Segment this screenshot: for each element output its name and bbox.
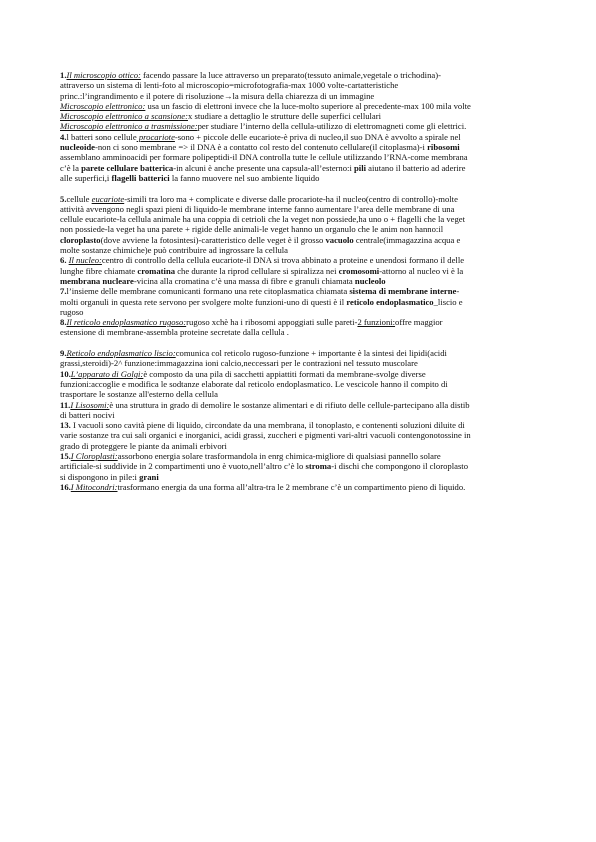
text-line <box>60 461 536 471</box>
bold-term: 8. <box>60 317 67 328</box>
text-run: comunica col reticolo rugoso-funzione + importante è la sintesi dei lipidi(acidi <box>175 348 447 359</box>
text-run: è composto da una pila di sacchetti appiattiti formati da membrane-svolge diverse <box>143 368 426 379</box>
text-run: l’insieme delle membrane comunicanti formano una rete citoplasmatica chiamata <box>66 286 350 297</box>
bold-term: 10. <box>60 368 71 379</box>
text-run: è una struttura in grado di demolire le sostanze alimentari e di rifiuto delle cellule-partecipano alla distib <box>109 399 470 410</box>
text-line <box>60 451 536 461</box>
bold-term: nucleolo <box>354 275 386 286</box>
text-run: che durante la riprod cellulare si spiralizza nei <box>175 265 339 276</box>
text-run: _liscio e <box>433 296 463 307</box>
text-run: - <box>456 286 460 297</box>
text-line <box>60 472 536 482</box>
text-line <box>60 400 536 410</box>
notes-body <box>60 70 536 492</box>
text-run: I vacuoli sono cavità piene di liquido, circondate da una membrana, il tonoplasto, e contenenti soluzioni diluite di <box>70 420 465 431</box>
bold-term: 1. <box>60 70 67 80</box>
section-heading: Microscopio elettronico: <box>60 100 146 111</box>
bold-term: 15. <box>60 450 71 461</box>
bold-term: cromosomi <box>338 265 380 276</box>
text-run: facendo passare la luce attraverso un preparato(tessuto animale,vegetale o trichodina)- <box>140 70 441 80</box>
text-run: l batteri sono cellule <box>66 131 137 142</box>
text-run: -attorno al nucleo vi è la <box>379 265 464 276</box>
text-run: centrale(immagazzina acqua e <box>353 234 461 245</box>
bold-term: reticolo endoplasmatico <box>346 296 434 307</box>
section-heading: Microscopio elettronico a trasmissione: <box>60 121 198 132</box>
section-heading: 2 funzioni: <box>357 317 396 328</box>
bold-term: 9. <box>60 348 67 359</box>
text-line <box>60 214 536 224</box>
paragraph-gap <box>60 183 536 193</box>
bold-term: 11. <box>60 399 71 410</box>
section-heading: I Lisosomi: <box>70 399 110 410</box>
section-heading: Il nucleo: <box>68 255 102 266</box>
text-line <box>60 297 536 307</box>
text-run: c’è la <box>60 162 82 173</box>
text-run: alle superfici,i <box>60 172 112 183</box>
bold-term: 4. <box>60 131 67 142</box>
bold-term: 7. <box>60 286 67 297</box>
text-line <box>60 101 536 111</box>
text-run: centro di controllo della cellula eucariote-il DNA si trova abbinato a proteine e unendosi formano il delle <box>101 255 465 266</box>
text-run: molte sostanze chimiche)e può contribuire ad ingrossare la cellula <box>60 245 288 256</box>
section-heading: Il microscopio ottico: <box>66 70 141 80</box>
text-line <box>60 430 536 440</box>
section-heading: Reticolo endoplasmatico liscio: <box>66 348 176 359</box>
bold-term: ribosomi <box>427 142 460 153</box>
text-line <box>60 420 536 430</box>
text-line <box>60 379 536 389</box>
bold-term: parete cellulare batterica <box>81 162 174 173</box>
bold-term: cloroplasto <box>60 234 101 245</box>
text-line <box>60 276 536 286</box>
bold-term: flagelli batterici <box>111 172 170 183</box>
text-run: princ.:l’ingrandimento e il potere di risoluzione→la misura della chiarezza di un immagine <box>60 90 375 101</box>
text-run: offre maggior <box>395 317 443 328</box>
bold-term: grani <box>139 471 159 482</box>
text-run: funzioni:accoglie e modifica le sodtanze elaborate dal reticolo endoplasmatico. Le vescicole hanno il compito di <box>60 378 448 389</box>
text-line <box>60 286 536 296</box>
text-line <box>60 142 536 152</box>
text-run: -simili tra loro ma + complicate e diverse dalle procariote-ha il nucleo(centro di controllo)-molte <box>124 193 458 204</box>
text-run: rugoso <box>60 306 84 317</box>
text-run: di batteri nocivi <box>60 409 115 420</box>
text-run: si dispongono in pile:i <box>60 471 140 482</box>
text-run: (dove avviene la fotosintesi)-caratteristico delle veget è il grosso <box>100 234 326 245</box>
text-run: estensione di membrane-assembla proteine secretate dalla cellula . <box>60 327 289 338</box>
bold-term: 16. <box>60 481 71 492</box>
text-line <box>60 163 536 173</box>
text-line <box>60 121 536 131</box>
text-run: la fanno muovere nel suo ambiente liquido <box>169 172 320 183</box>
text-line <box>60 255 536 265</box>
text-run: attività avvengono negli spazi pieni di liquido-le membrane interne fanno aumentare l’area delle membrane di una <box>60 203 455 214</box>
text-line <box>60 482 536 492</box>
text-line <box>60 152 536 162</box>
text-line <box>60 80 536 90</box>
text-run: non possiede-la veget ha una parete + rigide delle animali-le veget hanno un organulo che le anim non hanno:il <box>60 224 444 235</box>
section-heading: eucariote <box>91 193 125 204</box>
text-line <box>60 441 536 451</box>
section-heading: I Cloroplasti: <box>70 450 118 461</box>
paragraph-gap <box>60 338 536 348</box>
section-heading: I Mitocondri: <box>70 481 118 492</box>
text-run: -vicina alla cromatina c’è una massa di fibre e granuli chiamata <box>133 275 355 286</box>
text-line <box>60 317 536 327</box>
text-line <box>60 245 536 255</box>
text-line <box>60 235 536 245</box>
text-line <box>60 70 536 80</box>
text-line <box>60 348 536 358</box>
text-line <box>60 327 536 337</box>
text-run: molti organuli in questa rete servono per svolgere molte funzioni-uno di questi è il <box>60 296 347 307</box>
text-run: -i dischi che compongono il cloroplasto <box>331 461 469 472</box>
text-run: rugoso xchè ha i ribosomi appoggiati sulle pareti- <box>186 317 358 328</box>
bold-term: 13. <box>60 420 71 431</box>
section-heading: Il reticolo endoplasmatico rugoso: <box>66 317 187 328</box>
text-run: x studiare a dettaglio le strutture delle superfici cellulari <box>188 111 382 122</box>
bold-term: cromatina <box>137 265 176 276</box>
text-line <box>60 358 536 368</box>
text-line <box>60 307 536 317</box>
section-heading: procariote <box>136 131 175 142</box>
text-run: cellule eucariote-la cellula animale ha una coppia di cetrioli che la veget non possiede,ha uno o + flagelli che la veget <box>60 214 466 225</box>
text-line <box>60 173 536 183</box>
text-line <box>60 224 536 234</box>
text-run: grado di proteggere le piante da animali erbivori <box>60 440 227 451</box>
bold-term: pili <box>354 162 367 173</box>
text-run: lunghe fibre chiamate <box>60 265 138 276</box>
section-heading: L’apparato di Golgi: <box>70 368 144 379</box>
text-line <box>60 204 536 214</box>
text-line <box>60 266 536 276</box>
text-run: varie sostanze tra cui sali organici e inorganici, acidi grassi, zuccheri e pigmenti vari-altri vacuoli contengonotossine in <box>60 430 471 441</box>
text-run: assemblano amminoacidi per formare polipeptidi-il DNA controlla tutte le cellule utilizzando l’RNA-come membrana <box>60 152 468 163</box>
bold-term: 5. <box>60 193 67 204</box>
text-line <box>60 132 536 142</box>
bold-term: sistema di membrane interne <box>349 286 457 297</box>
text-run: grassi,steroidi)-2^ funzione:immagazzina ioni calcio,neccessari per le contrazioni nel tessuto muscolare <box>60 358 418 369</box>
text-run: artificiale-si suddivide in 2 compartimenti uno è vuoto,nell’altro c’è lo <box>60 461 306 472</box>
text-run: -in alcuni è anche presente una capsula-all’esterno:i <box>173 162 355 173</box>
text-run: assorbono energia solare trasformandola in enrg chimica-migliore di qualsiasi pannello solare <box>117 450 441 461</box>
text-run: cellule <box>66 193 92 204</box>
text-line <box>60 91 536 101</box>
text-line <box>60 389 536 399</box>
text-run: trasformano energia da una forma all’altra-tra le 2 membrane c’è un compartimento pieno di liquido. <box>117 481 466 492</box>
text-run: aiutano il batterio ad aderire <box>366 162 466 173</box>
bold-term: 6. <box>60 255 67 266</box>
bold-term: vacuolo <box>325 234 354 245</box>
text-run: usa un fascio di elettroni invece che la luce-molto superiore al precedente-max 100 mila volte <box>145 100 471 111</box>
text-run: per studiare l’interno della cellula-utilizzo di elettromagneti come gli elettrici. <box>197 121 467 132</box>
bold-term: nucleoide <box>60 142 95 153</box>
text-line <box>60 111 536 121</box>
text-run: attraverso un sistema di lenti-foto al microscopio=microfotografia-max 1000 volte-cartatteristiche <box>60 80 399 91</box>
bold-term: membrana nucleare <box>60 275 134 286</box>
bold-term: stroma <box>305 461 332 472</box>
text-line <box>60 194 536 204</box>
text-run: -sono + piccole delle eucariote-è priva di nucleo,il suo DNA è avvolto a spirale nel <box>174 131 461 142</box>
section-heading: Microscopio elettronico a scansione: <box>60 111 188 122</box>
text-line <box>60 410 536 420</box>
text-line <box>60 369 536 379</box>
text-run: -non ci sono membrane => il DNA è a contatto col resto del contenuto cellulare(il citoplasma)-i <box>94 142 428 153</box>
text-run: trasportare le sostanze all'esterno della cellula <box>60 389 218 400</box>
